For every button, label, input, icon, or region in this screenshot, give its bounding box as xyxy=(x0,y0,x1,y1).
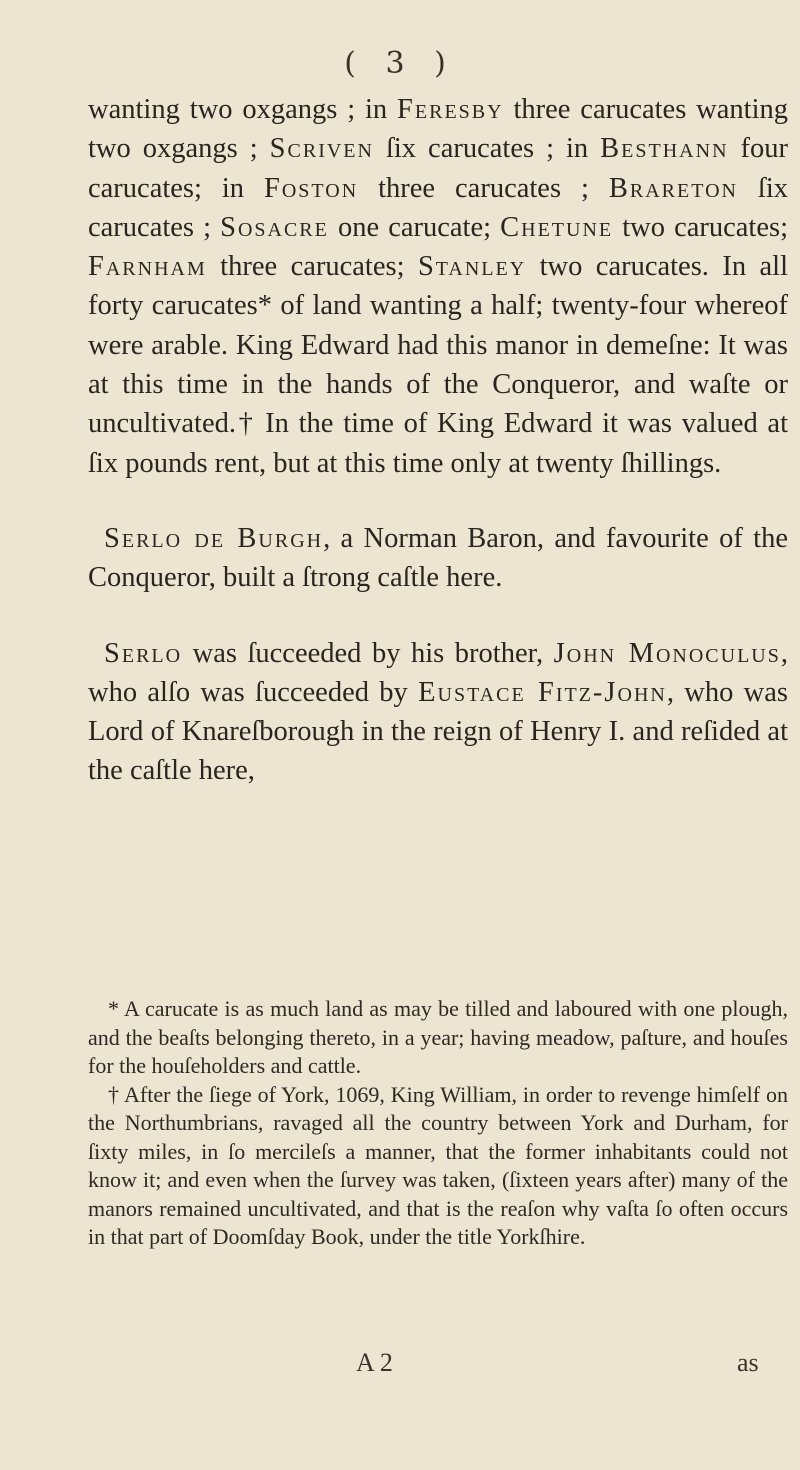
text-run: ſix carucates ; xyxy=(88,172,788,243)
text-run: wanting two oxgangs ; in xyxy=(88,94,398,125)
signature-mark: A 2 xyxy=(356,1348,393,1377)
catchword: as xyxy=(737,1348,759,1377)
footnotes xyxy=(88,995,788,1252)
text-run: three carucates; xyxy=(206,251,418,283)
text-run: two carucates; xyxy=(613,211,788,243)
text-run: one carucate; xyxy=(328,211,501,243)
text-run: was ſucceeded by his brother, xyxy=(182,637,554,669)
place-name: Sosacre xyxy=(220,211,329,243)
page-number: ( 3 ) xyxy=(344,46,456,81)
text-run: , who alſo was ſucceeded by xyxy=(88,637,788,708)
person-name: Serlo xyxy=(104,637,183,669)
text-run: four carucates; in xyxy=(88,133,789,204)
text-run: , a Norman Baron, and favourite of the Conqueror, built a ſtrong caſtle here. xyxy=(88,522,788,594)
text-run: three carucates wanting two oxgangs ; xyxy=(88,94,788,165)
place-name: Brareton xyxy=(608,172,738,204)
paragraph-serlo-de-burgh xyxy=(88,519,788,598)
text-run: two carucates. In all forty carucates* of land wanting a half; twenty-four whereof were arable. King Edward had this manor in demeſne: It was at this time in the hands of the Conqueror, and waſte or uncultivated.† In the time of King Edward it was valued at ſix pounds rent, but at this time only at twenty ſhillings. xyxy=(88,251,789,479)
footnote-carucate: * A carucate is as much land as may be tilled and laboured with one plough, and the beaſts belonging thereto, in a year; having meadow, paſture, and houſes for the houſeholders and cattle. xyxy=(88,996,788,1078)
text-run: , who was Lord of Knareſborough in the reign of Henry I. and reſided at the caſtle here, xyxy=(88,676,789,787)
paragraph-manor-survey xyxy=(88,90,788,483)
footnote-siege-of-york: † After the ſiege of York, 1069, King William, in order to revenge himſelf on the Northumbrians, ravaged all the country between York and Durham, for ſixty miles, in ſo mercileſs a manner, that the former inhabitants could not know it; and even when the ſurvey was taken, (ſixteen years after) many of the manors remained uncultivated, and that is the reaſon why vaſta ſo often occurs in that part of Doomſday Book, under the title Yorkſhire. xyxy=(88,1081,788,1249)
place-name: Scriven xyxy=(269,133,374,165)
text-run: ſix carucates ; in xyxy=(373,133,601,165)
main-text xyxy=(88,90,788,791)
paragraph-succession xyxy=(88,634,788,791)
place-name: Foston xyxy=(264,172,359,204)
person-name: Serlo de Burgh xyxy=(104,522,324,554)
person-name: John Monoculus xyxy=(553,637,781,669)
place-name: Farnham xyxy=(88,251,207,283)
text-run: three carucates ; xyxy=(358,172,609,204)
person-name: Eustace Fitz-John xyxy=(418,676,667,708)
page-foot xyxy=(0,1348,800,1388)
place-name: Feresby xyxy=(397,94,504,125)
place-name: Chetune xyxy=(500,211,614,243)
place-name: Besthann xyxy=(600,133,729,165)
place-name: Stanley xyxy=(417,251,527,283)
